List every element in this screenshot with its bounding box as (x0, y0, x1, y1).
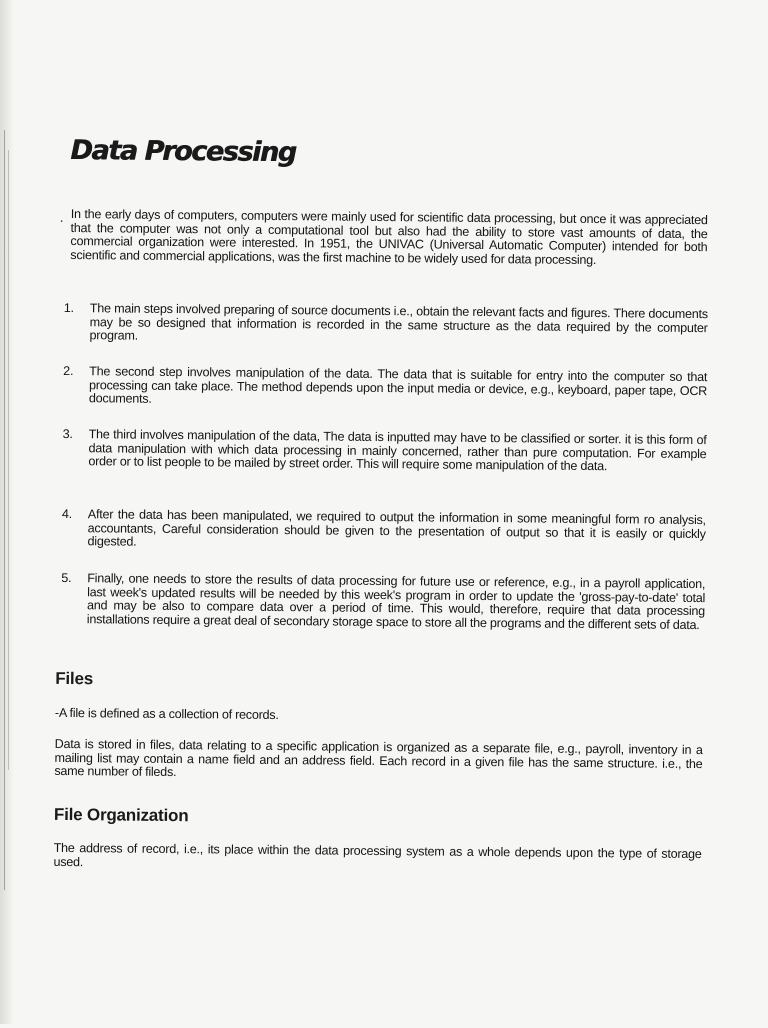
list-item-text: The second step involves manipulation of the data. The data that is suitable for entry into the computer so that processing can take place. The method depends upon the input media or device, e.g., keyboard, paper tape, OCR documents. (88, 364, 708, 406)
file-organization-paragraph: The address of record, i.e., its place within the data processing system as a whole depends upon the type of storage used. (53, 840, 702, 869)
list-item (62, 428, 706, 475)
list-item-number: 2. (63, 363, 74, 379)
files-heading: Files (55, 668, 94, 689)
intro-paragraph: In the early days of computers, computers were mainly used for scientific data processing, but once it was appreciated that the computer was not only a computational tool but also had the ability to store vast amounts of data, the commercial organization were interested. In 1951, the UNIVAC (Universal Automatic Computer) intended for both scientific and commercial applications, was the first machine to be widely used for data processing. (70, 207, 708, 267)
list-item-number: 3. (62, 426, 73, 442)
list-item (61, 572, 705, 633)
list-item-text: Finally, one needs to store the results of data processing for future use or reference, e.g., in a payroll application, last week's updated results will be needed by this week's program in order to update the 'gross-pay-to-date' total and may be also to compare data over a period of time. This would, therefore, require that data processing installations require a great deal of secondary storage space to store all the programs and the different sets of data. (86, 571, 706, 632)
list-item-number: 4. (61, 506, 72, 522)
list-item (62, 508, 706, 555)
list-item-number: 5. (61, 570, 72, 586)
list-item (63, 302, 707, 349)
list-item-number: 1. (63, 300, 74, 316)
stray-mark: . (59, 208, 64, 225)
list-item (63, 365, 707, 412)
list-item-text: After the data has been manipulated, we required to output the information in some meaningful form ro analysis, accountants, Careful consideration should be given to the presentation of output so that it is easily or quickly digested. (87, 507, 706, 549)
files-definition: -A file is defined as a collection of records. (54, 705, 279, 723)
list-item-text: The main steps involved preparing of source documents i.e., obtain the relevant facts and figures. There documents may be so designed that information is recorded in the same structure as the data required by the computer program. (89, 301, 708, 343)
file-organization-heading: File Organization (53, 804, 189, 826)
steps-list (61, 300, 708, 632)
files-paragraph: Data is stored in files, data relating to a specific application is organized as a separate file, e.g., payroll, inventory in a mailing list may contain a name field and an address field. Each record in a given file has the same structure. i.e., the same number of fileds. (54, 736, 703, 780)
list-item-text: The third involves manipulation of the data, The data is inputted may have to be classified or sorter. it is this form of data manipulation with which data processing in mainly concerned, rather than pure computation. For example order or to list people to be mailed by street order. This will require some manipulation of the data. (88, 427, 707, 474)
page-title: Data Processing (70, 135, 296, 169)
